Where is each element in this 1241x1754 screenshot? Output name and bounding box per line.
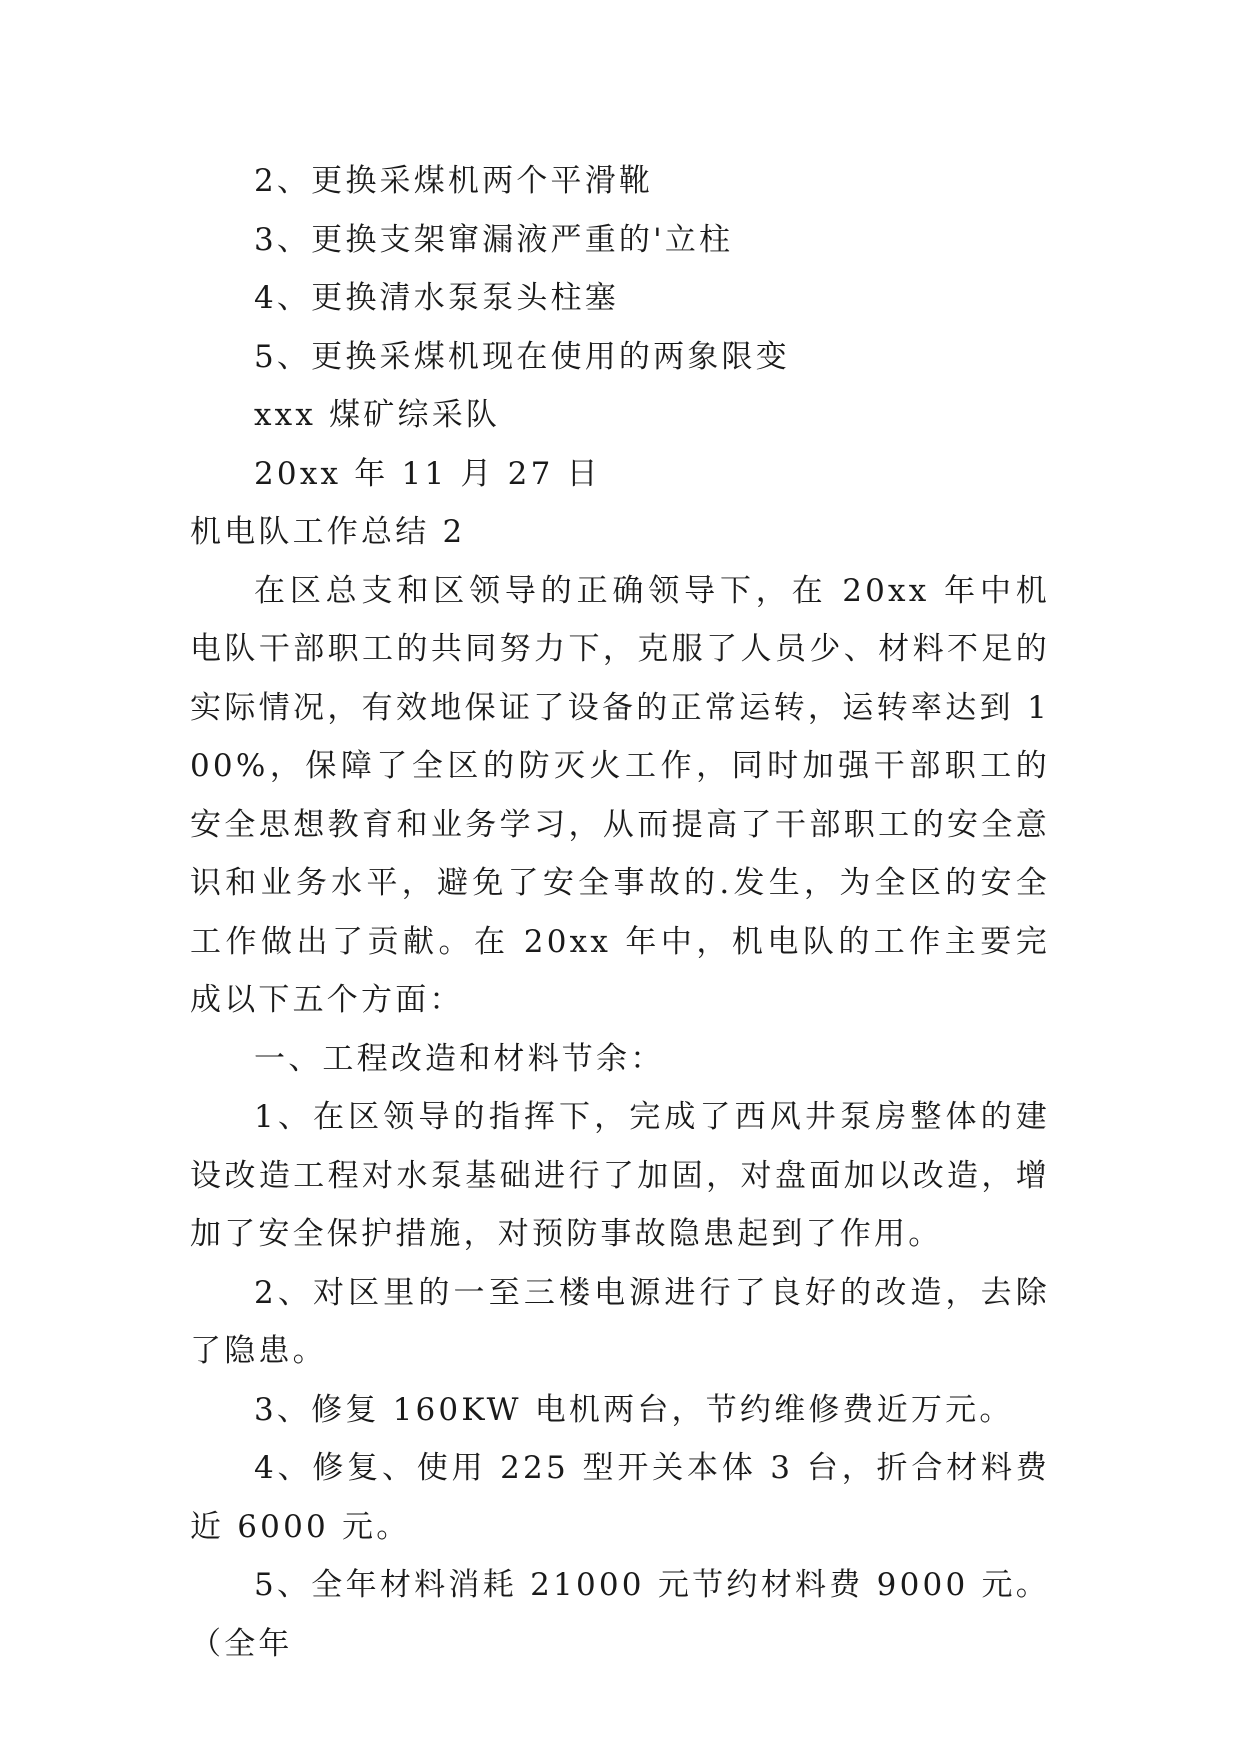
list-item: 5、更换采煤机现在使用的两象限变 xyxy=(254,338,790,375)
list-item: 2、对区里的一至三楼电源进行了良好的改造，去除了隐患。 xyxy=(190,1274,1050,1369)
list-item: 5、全年材料消耗 21000 元节约材料费 9000 元。（全年 xyxy=(190,1567,1050,1662)
heading-one: 一、工程改造和材料节余： xyxy=(254,1040,665,1077)
signature-date: 20xx 年 11 月 27 日 xyxy=(254,455,601,492)
intro-paragraph: 在区总支和区领导的正确领导下，在 20xx 年中机电队干部职工的共同努力下，克服了人员少、材料不足的实际情况，有效地保证了设备的正常运转，运转率达到 100%，保障了全区的防灭火工作，同时加强干部职工的安全思想教育和业务学习，从而提高了干部职工的安全意识和业务水平，避免了安全事故的.发生，为全区的安全工作做出了贡献。在 20xx 年中，机电队的工作主要完成以下五个方面： xyxy=(190,572,1050,1018)
list-item: 4、更换清水泵泵头柱塞 xyxy=(254,280,619,316)
list-item: 2、更换采煤机两个平滑靴 xyxy=(254,163,654,199)
section-title: 机电队工作总结 2 xyxy=(190,514,466,550)
list-item: 3、修复 160KW 电机两台，节约维修费近万元。 xyxy=(254,1391,1014,1428)
list-item: 3、更换支架窜漏液严重的'立柱 xyxy=(254,221,734,258)
list-item: 4、修复、使用 225 型开关本体 3 台，折合材料费近 6000 元。 xyxy=(190,1450,1050,1545)
signature-org: xxx 煤矿综采队 xyxy=(254,397,501,433)
document-page xyxy=(190,152,1050,1673)
list-item: 1、在区领导的指挥下，完成了西风井泵房整体的建设改造工程对水泵基础进行了加固，对盘面加以改造，增加了安全保护措施，对预防事故隐患起到了作用。 xyxy=(190,1099,1050,1252)
